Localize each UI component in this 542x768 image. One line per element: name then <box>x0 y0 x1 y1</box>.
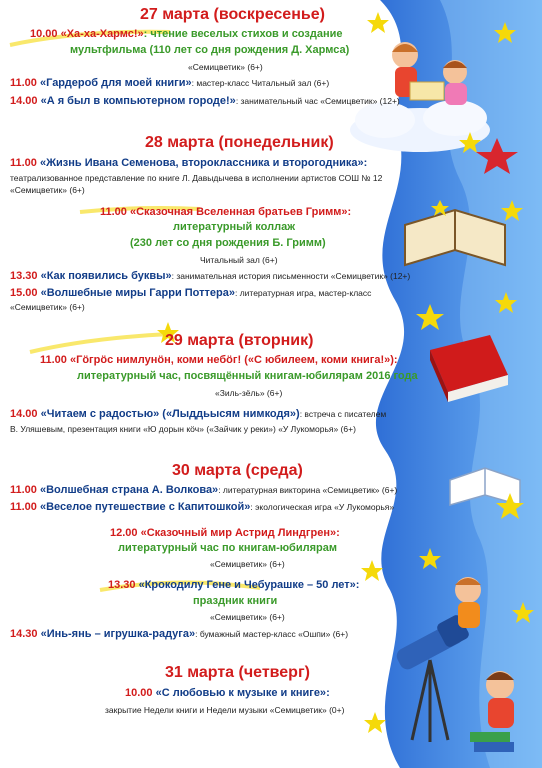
event-line: 14.00 «Читаем с радостью» («Лыддьысям нимкодя»): встреча с писателем <box>10 408 387 420</box>
event-line: 11.00 «Гардероб для моей книги»: мастер-класс Читальный зал (6+) <box>10 77 330 89</box>
event-note: «Семицветик» (6+) <box>10 185 85 195</box>
event-note: «Семицветик» (6+) <box>210 612 285 622</box>
event-note: «Зиль-зёль» (6+) <box>215 388 283 398</box>
event-line: 11.00 «Волшебная страна А. Волкова»: литературная викторина «Семицветик» (6+) <box>10 484 398 496</box>
event-line: 13.30 «Как появились буквы»: занимательная история письменности «Семицветик» (12+) <box>10 270 411 282</box>
event-note: закрытие Недели книги и Недели музыки «Семицветик» (0+) <box>105 705 345 715</box>
event-line: 14.30 «Инь-янь – игрушка-радуга»: бумажный мастер-класс «Ошпи» (6+) <box>10 628 349 640</box>
event-desc: литературный час по книгам-юбилярам <box>118 542 337 554</box>
event-desc: (230 лет со дня рождения Б. Гримм) <box>130 237 326 249</box>
event-line: 11.00 «Жизнь Ивана Семенова, второклассника и второгодника»: <box>10 157 368 169</box>
day-header: 31 марта (четверг) <box>165 664 310 681</box>
day-header: 28 марта (понедельник) <box>145 134 334 151</box>
event-line: 14.00 «А я был в компьютерном городе!»: занимательный час «Семицветик» (12+) <box>10 95 400 107</box>
event-line: 12.00 «Сказочный мир Астрид Линдгрен»: <box>110 527 340 539</box>
event-note: В. Уляшевым, презентация книги «Ю дорын кӧч» («Зайчик у реки») «У Лукоморья» (6+) <box>10 424 356 434</box>
event-line: 11.00 «Гӧгрӧс нимлунӧн, коми небӧг! («С юбилеем, коми книга!»): <box>40 354 398 366</box>
event-line: 10.00 «С любовью к музыке и книге»: <box>125 687 330 699</box>
event-line: 13.30 «Крокодилу Гене и Чебурашке – 50 лет»: <box>108 579 360 591</box>
event-note: «Семицветик» (6+) <box>10 302 85 312</box>
event-line: 11.00 «Сказочная Вселенная братьев Гримм»: <box>100 206 352 218</box>
event-note: театрализованное представление по книге Л. Давыдычева в исполнении артистов СОШ № 12 <box>10 173 383 183</box>
event-note: «Семицветик» (6+) <box>210 559 285 569</box>
event-desc: мультфильма (110 лет со дня рождения Д. Хармса) <box>70 44 350 56</box>
day-header: 29 марта (вторник) <box>165 332 314 349</box>
event-line: 11.00 «Веселое путешествие с Капитошкой»: экологическая игра «У Лукоморья» <box>10 501 395 513</box>
day-header: 27 марта (воскресенье) <box>140 6 325 23</box>
event-note: «Семицветик» (6+) <box>188 62 263 72</box>
event-desc: литературный час, посвящённый книгам-юбилярам 2016 года <box>77 370 418 382</box>
event-line: 15.00 «Волшебные миры Гарри Поттера»: литературная игра, мастер-класс <box>10 287 372 299</box>
event-note: Читальный зал (6+) <box>200 255 278 265</box>
event-desc: литературный коллаж <box>173 221 295 233</box>
day-header: 30 марта (среда) <box>172 462 303 479</box>
event-desc: праздник книги <box>193 595 278 607</box>
event-line: 10.00 «Ха-ха-Хармс!»: чтение веселых стихов и создание <box>30 28 343 40</box>
